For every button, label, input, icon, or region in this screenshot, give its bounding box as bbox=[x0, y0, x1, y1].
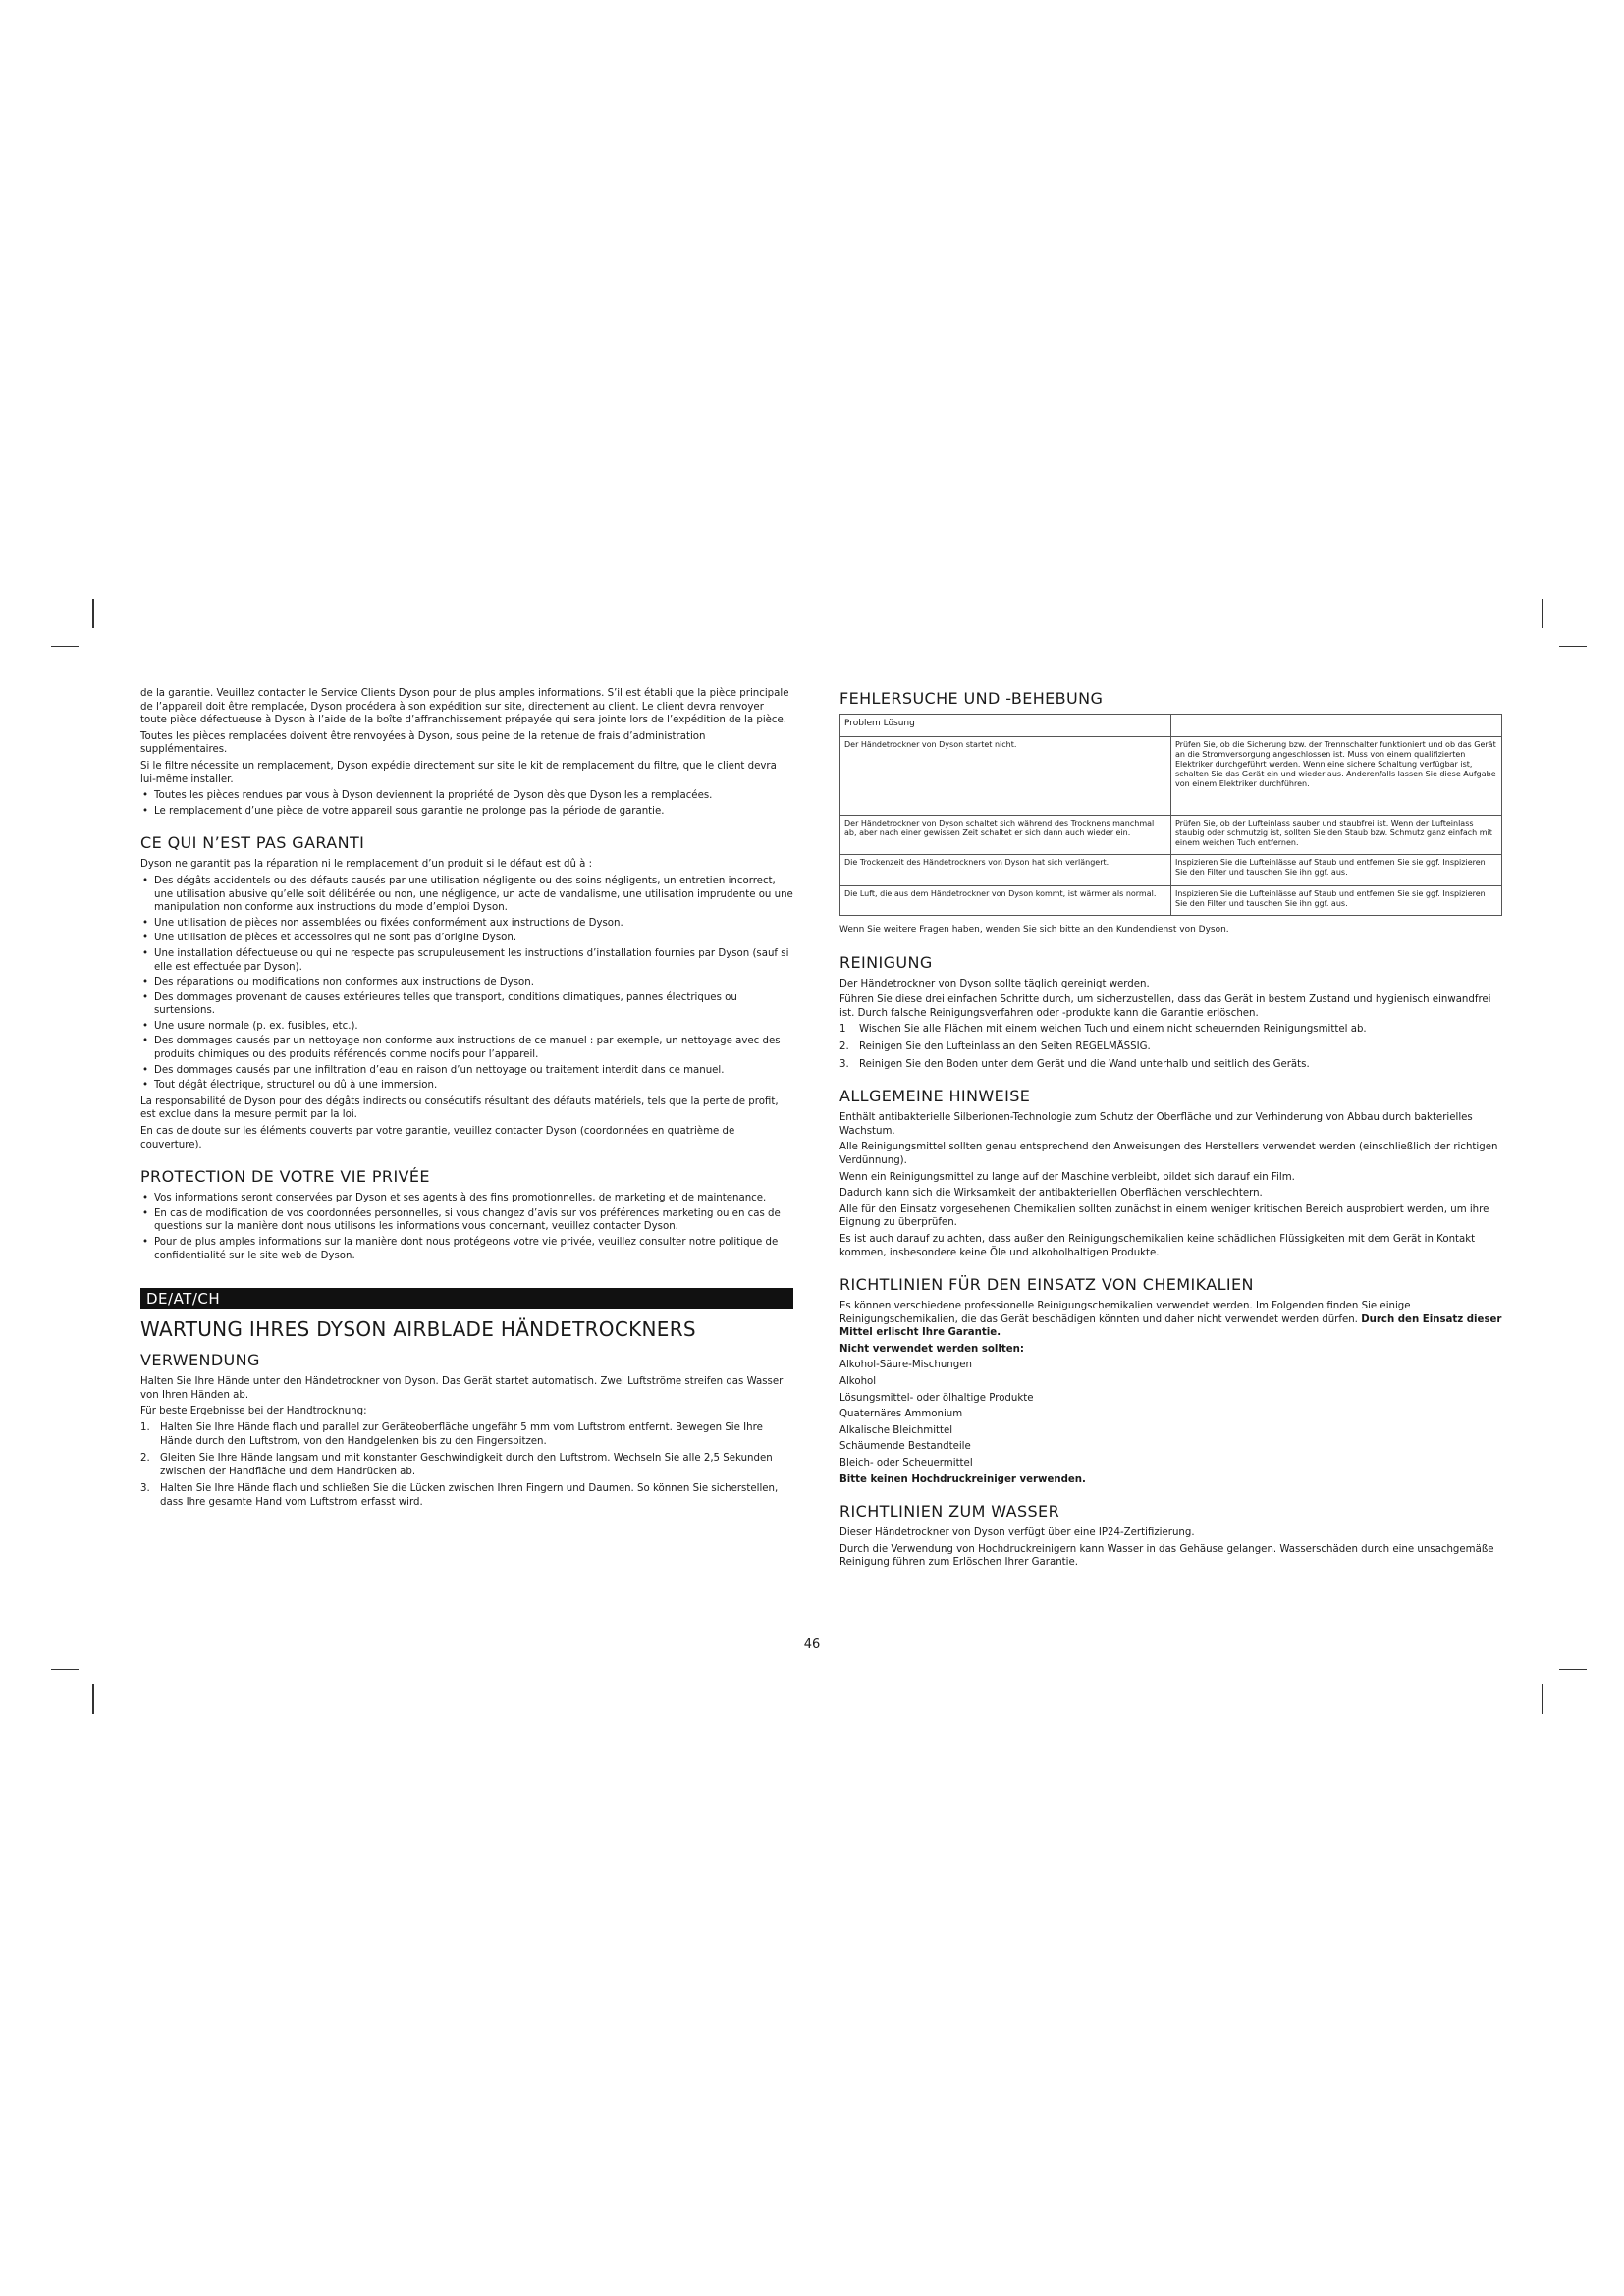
section-heading: FEHLERSUCHE UND -BEHEBUNG bbox=[839, 689, 1104, 708]
chemical-item: Schäumende Bestandteile bbox=[839, 1441, 971, 1453]
paragraph: Halten Sie Ihre Hände unter den Händetrockner von Dyson. Das Gerät startet automatisch. Zwei Luftströme streifen das Wasser von Ihren Händen ab. bbox=[140, 1376, 784, 1401]
table-header-cell: Problem Lösung bbox=[840, 715, 1171, 737]
crop-mark bbox=[1559, 1669, 1587, 1670]
bullet-list bbox=[140, 1192, 793, 1262]
left-column bbox=[140, 687, 793, 1514]
chemical-item: Bleich- oder Scheuermittel bbox=[839, 1458, 973, 1469]
list-item: • Des réparations ou modifications non conformes aux instructions de Dyson. bbox=[154, 976, 793, 989]
section-heading: RICHTLINIEN FÜR DEN EINSATZ VON CHEMIKALIEN bbox=[839, 1275, 1254, 1295]
solution-cell: Inspizieren Sie die Lufteinlässe auf Staub und entfernen Sie sie ggf. Inspizieren Sie den Filter und tauschen Sie ihn ggf. aus. bbox=[1171, 855, 1502, 886]
list-item: • Vos informations seront conservées par Dyson et ses agents à des fins promotionnelles, de marketing et de maintenance. bbox=[154, 1192, 793, 1205]
step-text: Gleiten Sie Ihre Hände langsam und mit konstanter Geschwindigkeit durch den Luftstrom. Wechseln Sie alle 2,5 Sekunden zwischen der Handfläche und dem Handrücken ab. bbox=[160, 1453, 773, 1477]
section-heading: RICHTLINIEN ZUM WASSER bbox=[839, 1502, 1060, 1522]
list-item: • Une utilisation de pièces et accessoires qui ne sont pas d’origine Dyson. bbox=[154, 932, 793, 945]
list-item: • Une installation défectueuse ou qui ne respecte pas scrupuleusement les instructions d’installation fournies par Dyson (sauf si elle est effectuée par Dyson). bbox=[154, 947, 793, 974]
table-header-row bbox=[840, 715, 1502, 737]
crop-mark bbox=[1542, 1684, 1543, 1714]
crop-mark bbox=[1542, 599, 1543, 628]
list-item: • Le remplacement d’une pièce de votre appareil sous garantie ne prolonge pas la période de garantie. bbox=[154, 805, 793, 819]
troubleshooting-table bbox=[839, 714, 1502, 916]
section-heading: PROTECTION DE VOTRE VIE PRIVÉE bbox=[140, 1167, 430, 1187]
list-item: • Pour de plus amples informations sur la manière dont nous protégeons votre vie privée, veuillez consulter notre politique de confidentialité sur le site web de Dyson. bbox=[154, 1236, 793, 1262]
paragraph bbox=[839, 1343, 1502, 1357]
problem-cell: Die Trockenzeit des Händetrockners von Dyson hat sich verlängert. bbox=[840, 855, 1171, 886]
step-text: Halten Sie Ihre Hände flach und schließen Sie die Lücken zwischen Ihren Fingern und Daumen. So können Sie sicherstellen, dass Ihre gesamte Hand vom Luftstrom erfasst wird. bbox=[160, 1483, 779, 1508]
chemicals-warning: Durch den Einsatz dieser Mittel erlischt Ihre Garantie. bbox=[839, 1313, 1502, 1339]
chemical-item: Alkohol-Säure-Mischungen bbox=[839, 1360, 972, 1371]
list-item: • En cas de modification de vos coordonnées personnelles, si vous changez d’avis sur vos préférences marketing ou en cas de questions sur la manière dont nous utilisons les informations vous concernant, veuillez contacter Dyson. bbox=[154, 1207, 793, 1234]
crop-mark bbox=[1559, 646, 1587, 647]
paragraph: Toutes les pièces remplacées doivent être renvoyées à Dyson, sous peine de la retenue de frais d’administration supplémentaires. bbox=[140, 730, 706, 756]
chemicals-intro: Es können verschiedene professionelle Reinigungschemikalien verwendet werden. Im Folgenden finden Sie einige Reinigungschemikalien, die das Gerät beschädigen könnten und daher nicht verwendet werden dürfen. bbox=[839, 1301, 1411, 1325]
list-item bbox=[140, 1452, 793, 1478]
list-item: • Une utilisation de pièces non assemblées ou fixées conformément aux instructions de Dyson. bbox=[154, 917, 793, 931]
paragraph: Dyson ne garantit pas la réparation ni le remplacement d’un produit si le défaut est dû à : bbox=[140, 859, 593, 871]
paragraph: Dieser Händetrockner von Dyson verfügt über eine IP24-Zertifizierung. bbox=[839, 1527, 1195, 1539]
crop-mark bbox=[92, 1684, 94, 1714]
solution-cell: Prüfen Sie, ob der Lufteinlass sauber und staubfrei ist. Wenn der Lufteinlass staubig oder schmutzig ist, sollten Sie den Staub bzw. Schmutz ganz einfach mit einem weichen Tuch entfernen. bbox=[1171, 816, 1502, 855]
bullet-list bbox=[140, 875, 793, 1093]
step-number: 1 bbox=[839, 1024, 846, 1036]
table-row bbox=[840, 855, 1502, 886]
step-number: 3. bbox=[839, 1058, 849, 1070]
paragraph: En cas de doute sur les éléments couverts par votre garantie, veuillez contacter Dyson (coordonnées en quatrième de couverture). bbox=[140, 1126, 735, 1150]
paragraph bbox=[839, 1300, 1502, 1340]
chemical-item: Alkohol bbox=[839, 1376, 877, 1388]
paragraph: Es ist auch darauf zu achten, dass außer den Reinigungschemikalien keine schädlichen Flüssigkeiten mit dem Gerät in Kontakt kommen, insbesondere keine Öle und alkoholhaltigen Produkte. bbox=[839, 1233, 1476, 1258]
not-used-label: Nicht verwendet werden sollten: bbox=[839, 1343, 1024, 1355]
right-column bbox=[839, 687, 1502, 1573]
paragraph: La responsabilité de Dyson pour des dégâts indirects ou consécutifs résultant des défauts matériels, tels que la perte de profit, est exclue dans la mesure permit par la loi. bbox=[140, 1095, 779, 1121]
paragraph: Si le filtre nécessite un remplacement, Dyson expédie directement sur site le kit de remplacement du filtre, que le client devra lui-même installer. bbox=[140, 760, 777, 785]
paragraph: Alle für den Einsatz vorgesehenen Chemikalien sollten zunächst in einem weniger kritischen Bereich ausprobiert werden, um ihre Eignung zu überprüfen. bbox=[839, 1203, 1489, 1229]
list-item: • Tout dégât électrique, structurel ou dû à une immersion. bbox=[154, 1079, 793, 1093]
paragraph: de la garantie. Veuillez contacter le Service Clients Dyson pour de plus amples informations. S’il est établi que la pièce principale de l’appareil doit être remplacée, Dyson procédera à son expédition sur site, directement au client. Le client devra renvoyer toute pièce défectueuse à Dyson à l’aide de la boîte d’affranchissement prépayée qui sera jointe lors de l’expédition de la pièce. bbox=[140, 688, 789, 726]
paragraph: Enthält antibakterielle Silberionen-Technologie zum Schutz der Oberfläche und zur Verhinderung von Abbau durch bakterielles Wachstum. bbox=[839, 1112, 1473, 1137]
paragraph: Alle Reinigungsmittel sollten genau entsprechend den Anweisungen des Herstellers verwendet werden (einschließlich der richtigen Verdünnung). bbox=[839, 1142, 1498, 1166]
step-text: Reinigen Sie den Boden unter dem Gerät und die Wand unterhalb und seitlich des Geräts. bbox=[859, 1058, 1310, 1070]
table-row bbox=[840, 737, 1502, 816]
paragraph: Dadurch kann sich die Wirksamkeit der antibakteriellen Oberflächen verschlechtern. bbox=[839, 1188, 1263, 1200]
problem-cell: Die Luft, die aus dem Händetrockner von Dyson kommt, ist wärmer als normal. bbox=[840, 886, 1171, 916]
paragraph: Für beste Ergebnisse bei der Handtrocknung: bbox=[140, 1406, 367, 1417]
paragraph: Der Händetrockner von Dyson sollte täglich gereinigt werden. bbox=[839, 978, 1150, 989]
problem-cell: Der Händetrockner von Dyson startet nicht. bbox=[840, 737, 1171, 816]
list-item bbox=[839, 1041, 1502, 1054]
table-row bbox=[840, 886, 1502, 916]
list-item: • Une usure normale (p. ex. fusibles, etc.). bbox=[154, 1020, 793, 1034]
numbered-list bbox=[839, 1023, 1502, 1071]
list-item bbox=[140, 1482, 793, 1509]
paragraph: Wenn ein Reinigungsmittel zu lange auf der Maschine verbleibt, bildet sich darauf ein Film. bbox=[839, 1171, 1295, 1183]
page-number: 46 bbox=[803, 1637, 821, 1652]
section-heading: CE QUI N’EST PAS GARANTI bbox=[140, 833, 365, 853]
list-item bbox=[839, 1023, 1502, 1037]
section-heading: REINIGUNG bbox=[839, 952, 933, 972]
list-item: • Des dommages provenant de causes extérieures telles que transport, conditions climatiques, pannes électriques ou surtensions. bbox=[154, 991, 793, 1018]
step-text: Wischen Sie alle Flächen mit einem weichen Tuch und einem nicht scheuernden Reinigungsmittel ab. bbox=[859, 1024, 1367, 1036]
step-number: 1. bbox=[140, 1421, 150, 1433]
table-note: Wenn Sie weitere Fragen haben, wenden Sie sich bitte an den Kundendienst von Dyson. bbox=[839, 925, 1229, 934]
list-item: • Des dommages causés par un nettoyage non conforme aux instructions de ce manuel : par exemple, un nettoyage avec des produits chimiques ou des produits référencés comme nocifs pour l’appareil. bbox=[154, 1035, 793, 1061]
section-heading: ALLGEMEINE HINWEISE bbox=[839, 1087, 1031, 1106]
crop-mark bbox=[51, 1669, 79, 1670]
list-item bbox=[140, 1421, 793, 1448]
chemical-item: Lösungsmittel- oder ölhaltige Produkte bbox=[839, 1392, 1034, 1404]
language-bar: DE/AT/CH bbox=[140, 1288, 793, 1309]
chemical-item: Alkalische Bleichmittel bbox=[839, 1424, 953, 1436]
bullet-list bbox=[140, 789, 793, 818]
paragraph: Führen Sie diese drei einfachen Schritte durch, um sicherzustellen, dass das Gerät in bestem Zustand und hygienisch einwandfrei ist. Durch falsche Reinigungsverfahren oder -produkte kann die Garantie erlöschen. bbox=[839, 994, 1491, 1019]
list-item bbox=[839, 1058, 1502, 1072]
crop-mark bbox=[51, 646, 79, 647]
list-item: • Des dommages causés par une infiltration d’eau en raison d’un nettoyage ou traitement interdit dans ce manuel. bbox=[154, 1064, 793, 1078]
step-text: Reinigen Sie den Lufteinlass an den Seiten REGELMÄSSIG. bbox=[859, 1041, 1151, 1052]
pressure-warning: Bitte keinen Hochdruckreiniger verwenden. bbox=[839, 1473, 1086, 1485]
section-heading: VERWENDUNG bbox=[140, 1351, 260, 1370]
step-number: 2. bbox=[839, 1041, 849, 1052]
crop-mark bbox=[92, 599, 94, 628]
list-item: • Toutes les pièces rendues par vous à Dyson deviennent la propriété de Dyson dès que Dyson les a remplacées. bbox=[154, 789, 793, 803]
paragraph bbox=[839, 1473, 1502, 1487]
list-item: • Des dégâts accidentels ou des défauts causés par une utilisation négligente ou des soins négligents, un entretien incorrect, une utilisation abusive qu’elle soit délibérée ou non, une négligence, un acte de vandalisme, une utilisation imprudente ou une manipulation non conforme aux instructions du mode d’emploi Dyson. bbox=[154, 875, 793, 915]
paragraph: Durch die Verwendung von Hochdruckreinigern kann Wasser in das Gehäuse gelangen. Wasserschäden durch eine unsachgemäße Reinigung führen zum Erlöschen Ihrer Garantie. bbox=[839, 1543, 1494, 1569]
chemical-item: Quaternäres Ammonium bbox=[839, 1409, 963, 1420]
step-number: 2. bbox=[140, 1453, 150, 1465]
solution-cell: Inspizieren Sie die Lufteinlässe auf Staub und entfernen Sie sie ggf. Inspizieren Sie den Filter und tauschen Sie ihn ggf. aus. bbox=[1171, 886, 1502, 916]
numbered-list bbox=[140, 1421, 793, 1510]
table-header-cell bbox=[1171, 715, 1502, 737]
table-row bbox=[840, 816, 1502, 855]
step-number: 3. bbox=[140, 1483, 150, 1495]
solution-cell: Prüfen Sie, ob die Sicherung bzw. der Trennschalter funktioniert und ob das Gerät an die Stromversorgung angeschlossen ist. Muss von einem qualifizierten Elektriker durchgeführt werden. Wenn eine sichere Schaltung verfügbar ist, schalten Sie das Gerät ein und wieder aus. Anderenfalls lassen Sie diese Aufgabe von einem Elektriker durchführen. bbox=[1171, 737, 1502, 816]
problem-cell: Der Händetrockner von Dyson schaltet sich während des Trocknens manchmal ab, aber nach einer gewissen Zeit schaltet er sich dann auch wieder ein. bbox=[840, 816, 1171, 855]
step-text: Halten Sie Ihre Hände flach und parallel zur Geräteoberfläche ungefähr 5 mm vom Luftstrom entfernt. Bewegen Sie Ihre Hände durch den Luftstrom, von den Handgelenken bis zu den Fingerspitzen. bbox=[160, 1421, 763, 1447]
main-title: WARTUNG IHRES DYSON AIRBLADE HÄNDETROCKNERS bbox=[140, 1317, 696, 1342]
